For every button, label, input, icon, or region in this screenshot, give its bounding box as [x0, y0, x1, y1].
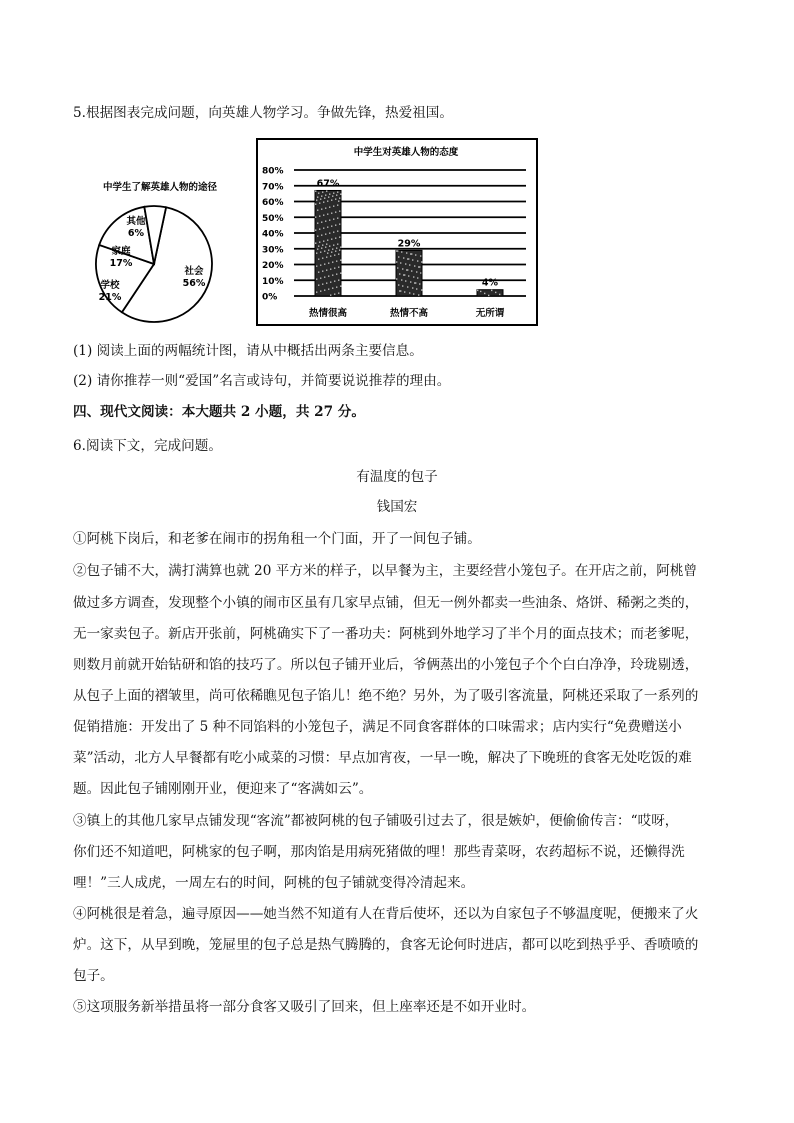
bar-texture-dot [331, 225, 332, 226]
bar-texture-dot [488, 295, 489, 296]
pie-chart [72, 168, 252, 328]
article-line: 包子。 [73, 968, 114, 984]
bar-texture-dot [328, 249, 329, 250]
bar-texture-dot [326, 190, 327, 191]
bar-texture-dot [340, 259, 341, 260]
bar-texture-dot [337, 191, 338, 192]
bar-texture-dot [332, 274, 333, 275]
bar-value-label: 29% [397, 238, 421, 250]
bar-texture-dot [315, 216, 316, 217]
bar-texture-dot [339, 236, 340, 237]
bar-texture-dot [410, 281, 411, 282]
bar-texture-dot [328, 275, 329, 276]
bar-texture-dot [477, 290, 478, 291]
bar [315, 190, 341, 296]
bar-texture-dot [333, 205, 334, 206]
bar-texture-dot [332, 287, 333, 288]
pie-slice-label: 家庭 [111, 246, 131, 257]
bar-texture-dot [409, 264, 410, 265]
bar-texture-dot [338, 279, 339, 280]
article-line: ⑤这项服务新举措虽将一部分食客又吸引了回来，但上座率还是不如开业时。 [73, 999, 536, 1015]
bar-texture-dot [337, 243, 338, 244]
article-line: ②包子铺不大，满打满算也就 20 平方米的样子，以早餐为主，主要经营小笼包子。在开店之前，阿桃曾 [73, 563, 698, 579]
article-line: 哩！”三人成虎，一周左右的时间，阿桃的包子铺就变得冷清起来。 [73, 875, 475, 891]
bar-texture-dot [334, 254, 335, 255]
bar-texture-dot [396, 278, 397, 279]
bar-texture-dot [339, 223, 340, 224]
bar-texture-dot [331, 238, 332, 239]
bar-texture-dot [322, 257, 323, 258]
y-tick-label: 40% [262, 229, 284, 240]
bar-texture-dot [332, 195, 333, 196]
bar-texture-dot [315, 203, 316, 204]
bar-texture-dot [491, 290, 492, 291]
bar-texture-dot [335, 224, 336, 225]
article-line: 无一家卖包子。新店开张前，阿桃确实下了一番功夫：阿桃到外地学习了半个月的面点技术；而老爹呢， [73, 626, 699, 642]
bar-texture-dot [480, 291, 481, 292]
bar-texture-dot [328, 288, 329, 289]
article-line: 题。因此包子铺刚刚开业，便迎来了“客满如云”。 [73, 781, 373, 797]
bar-texture-dot [397, 267, 398, 268]
bar-texture-dot [315, 190, 316, 191]
bar-texture-dot [412, 287, 413, 288]
bar-texture-dot [324, 250, 325, 251]
bar-texture-dot [421, 261, 422, 262]
bar-texture-dot [420, 272, 421, 273]
pie-slice-label: 社会 [184, 266, 204, 277]
article-line: 菜”活动，北方人早餐都有吃小咸菜的习惯：早点加宵夜，一早一晚，解决了下晚班的食客无处吃饭的难 [73, 750, 692, 766]
bar-texture-dot [333, 231, 334, 232]
bar-texture-dot [318, 271, 319, 272]
bar-texture-dot [495, 292, 496, 293]
bar-texture-dot [327, 200, 328, 201]
bar-texture-dot [321, 221, 322, 222]
bar-texture-dot [318, 258, 319, 259]
bar-texture-dot [325, 194, 326, 195]
sub-question-2: (2) 请你推荐一则“爱国”名言或诗句，并简要说说推荐的理由。 [73, 373, 451, 389]
bar-texture-dot [321, 208, 322, 209]
article-line: 你们还不知道吧，阿桃家的包子啊，那肉馅是用病死猪做的哩！那些青菜呀，农药超标不说，还懒得洗 [73, 844, 685, 860]
y-tick-label: 60% [262, 198, 284, 208]
sub-question-1: (1) 阅读上面的两幅统计图，请从中概括出两条主要信息。 [73, 343, 423, 359]
bar-texture-dot [336, 260, 337, 261]
bar-texture-dot [401, 251, 402, 252]
bar-texture-dot [407, 286, 408, 287]
bar-texture-dot [320, 198, 321, 199]
bar-texture-dot [398, 284, 399, 285]
bar-texture-dot [329, 232, 330, 233]
question-6-prompt: 6.阅读下文，完成问题。 [73, 438, 222, 454]
bar-texture-dot [335, 198, 336, 199]
bar-texture-dot [336, 247, 337, 248]
bar-texture-dot [328, 262, 329, 263]
bar-texture-dot [338, 266, 339, 267]
bar-texture-dot [396, 261, 397, 262]
y-tick-label: 10% [262, 276, 284, 287]
bar-texture-dot [320, 251, 321, 252]
bar-texture-dot [329, 206, 330, 207]
bar [396, 250, 422, 296]
bar-texture-dot [330, 281, 331, 282]
bar-texture-dot [318, 192, 319, 193]
article-line: 炉。这下，从早到晚，笼屉里的包子总是热气腾腾的，食客无论何时进店，都可以吃到热乎乎、香喷喷的 [73, 937, 699, 953]
bar-texture-dot [339, 249, 340, 250]
bar-texture-dot [323, 227, 324, 228]
bar-texture-dot [320, 264, 321, 265]
bar-texture-dot [418, 294, 419, 295]
bar-texture-dot [330, 294, 331, 295]
bar-texture-dot [335, 250, 336, 251]
bar-texture-dot [316, 199, 317, 200]
bar-texture-dot [327, 239, 328, 240]
article-title: 有温度的包子 [356, 469, 438, 485]
bar-texture-dot [338, 253, 339, 254]
bar-texture-dot [407, 269, 408, 270]
pie-slice-label: 17% [109, 258, 133, 269]
bar-texture-dot [328, 196, 329, 197]
bar-texture-dot [317, 196, 318, 197]
bar-texture-dot [321, 247, 322, 248]
bar-texture-dot [333, 244, 334, 245]
bar-texture-dot [400, 262, 401, 263]
bar-texture-dot [317, 222, 318, 223]
bar-texture-dot [417, 260, 418, 261]
pie-slice-label: 56% [182, 278, 206, 289]
pie-slice-label: 其他 [126, 216, 146, 227]
article-line: 做过多方调查，发现整个小镇的闹市区虽有几家早点铺，但无一例外都卖一些油条、烙饼、稀粥之类的， [73, 595, 699, 611]
bar-texture-dot [499, 294, 500, 295]
bar-texture-dot [334, 267, 335, 268]
bar-texture-dot [320, 277, 321, 278]
bar-texture-dot [416, 288, 417, 289]
bar-texture-dot [413, 276, 414, 277]
bar-texture-dot [338, 200, 339, 201]
bar-texture-dot [330, 268, 331, 269]
bar-texture-dot [317, 209, 318, 210]
article-line: ④阿桃很是着急，遍寻原因——她当然不知道有人在背后使坏，还以为自家包子不够温度呢，便搬来了火 [73, 906, 699, 922]
bar-texture-dot [416, 271, 417, 272]
bar-texture-dot [415, 282, 416, 283]
pie-slice-label: 学校 [100, 280, 120, 291]
bar-texture-dot [333, 218, 334, 219]
bar-texture-dot [340, 193, 341, 194]
bar-chart [256, 138, 538, 326]
bar-texture-dot [400, 290, 401, 291]
bar-texture-dot [324, 289, 325, 290]
bar-texture-dot [333, 192, 334, 193]
bar-texture-dot [397, 250, 398, 251]
bar-texture-dot [405, 263, 406, 264]
bar-texture-dot [317, 248, 318, 249]
bar-texture-dot [316, 291, 317, 292]
bar-texture-dot [399, 273, 400, 274]
bar-texture-dot [340, 272, 341, 273]
bar-texture-dot [402, 285, 403, 286]
y-tick-label: 70% [262, 182, 284, 193]
bar-texture-dot [417, 277, 418, 278]
bar-texture-dot [403, 257, 404, 258]
article-line: 则数月前就开始钻研和馅的技巧了。所以包子铺开业后，爷俩蒸出的小笼包子个个白白净净，玲珑剔透， [73, 657, 699, 673]
bar-texture-dot [401, 279, 402, 280]
bar-texture-dot [411, 253, 412, 254]
bar-texture-dot [336, 273, 337, 274]
bar-texture-dot [332, 248, 333, 249]
bar-texture-dot [412, 259, 413, 260]
bar-texture-dot [404, 291, 405, 292]
bar-texture-dot [321, 234, 322, 235]
x-category-label: 热情不高 [389, 308, 429, 319]
bar-texture-dot [335, 237, 336, 238]
bar-texture-dot [325, 207, 326, 208]
article-line: ③镇上的其他几家早点铺发现“客流”都被阿桃的包子铺吸引过去了，很是嫉妒，便偷偷传言：“哎呀， [73, 813, 679, 829]
bar-texture-dot [325, 233, 326, 234]
bar-texture-dot [321, 195, 322, 196]
question-5-prompt: 5.根据图表完成问题，向英雄人物学习。争做先锋，热爱祖国。 [73, 105, 453, 121]
bar-texture-dot [408, 258, 409, 259]
bar-texture-dot [323, 240, 324, 241]
bar-texture-dot [406, 252, 407, 253]
bar-texture-dot [319, 202, 320, 203]
bar-texture-dot [326, 243, 327, 244]
bar-texture-dot [325, 220, 326, 221]
bar-texture-dot [420, 255, 421, 256]
article-line: ①阿桃下岗后，和老爹在闹市的拐角租一个门面，开了一间包子铺。 [73, 531, 481, 547]
bar-texture-dot [336, 286, 337, 287]
bar-texture-dot [340, 285, 341, 286]
bar-texture-dot [320, 290, 321, 291]
bar-texture-dot [324, 263, 325, 264]
bar-texture-dot [337, 217, 338, 218]
bar-texture-dot [327, 213, 328, 214]
bar-texture-dot [421, 289, 422, 290]
article-line: 从包子上面的褶皱里，尚可依稀瞧见包子馅儿！绝不绝？另外，为了吸引客流量，阿桃还采取了一系列的 [73, 688, 699, 704]
bar-texture-dot [318, 245, 319, 246]
y-tick-label: 50% [262, 213, 284, 224]
bar-chart-frame [257, 139, 537, 325]
bar-texture-dot [327, 252, 328, 253]
bar-texture-dot [326, 282, 327, 283]
bar-texture-dot [331, 212, 332, 213]
bar-texture-dot [331, 199, 332, 200]
bar-texture-dot [484, 293, 485, 294]
bar-texture-dot [322, 283, 323, 284]
x-category-label: 热情很高 [308, 308, 348, 319]
bar-texture-dot [316, 265, 317, 266]
bar-texture-dot [327, 226, 328, 227]
bar-texture-dot [319, 228, 320, 229]
pie-chart-title: 中学生了解英雄人物的途径 [102, 182, 218, 193]
bar-texture-dot [419, 266, 420, 267]
bar-texture-dot [319, 241, 320, 242]
bar-texture-dot [322, 191, 323, 192]
bar-texture-dot [317, 235, 318, 236]
bar-texture-dot [402, 268, 403, 269]
bar-texture-dot [326, 256, 327, 257]
bar-texture-dot [337, 204, 338, 205]
bar-value-label: 4% [481, 277, 499, 289]
bar-texture-dot [325, 246, 326, 247]
bar-texture-dot [337, 230, 338, 231]
bar-texture-dot [414, 265, 415, 266]
bar-texture-dot [413, 293, 414, 294]
bar-texture-dot [330, 255, 331, 256]
bar-texture-dot [334, 293, 335, 294]
bar-texture-dot [336, 194, 337, 195]
bar-texture-dot [329, 219, 330, 220]
bar-texture-dot [331, 251, 332, 252]
bar-texture-dot [335, 211, 336, 212]
y-tick-label: 0% [262, 292, 278, 303]
bar-texture-dot [329, 245, 330, 246]
pie-slice-label: 6% [127, 228, 145, 239]
y-tick-label: 30% [262, 245, 284, 256]
bar-texture-dot [415, 254, 416, 255]
bar-texture-dot [334, 280, 335, 281]
y-tick-label: 20% [262, 261, 284, 271]
bar-texture-dot [315, 229, 316, 230]
article-line: 促销措施：开发出了 5 种不同馅料的小笼包子，满足不同食客群体的口味需求；店内实行“免费赠送小 [73, 719, 682, 735]
pie-slice-label: 21% [98, 292, 122, 303]
bar-texture-dot [316, 252, 317, 253]
bar-texture-dot [340, 246, 341, 247]
bar-texture-dot [326, 269, 327, 270]
bar-texture-dot [329, 193, 330, 194]
bar-texture-dot [339, 197, 340, 198]
bar-texture-dot [323, 201, 324, 202]
bar-texture-dot [332, 261, 333, 262]
bar-texture-dot [398, 256, 399, 257]
bar-texture-dot [318, 284, 319, 285]
bar-texture-dot [405, 280, 406, 281]
bar-texture-dot [338, 292, 339, 293]
bar-texture-dot [339, 210, 340, 211]
bar-texture-dot [316, 278, 317, 279]
bar-texture-dot [324, 197, 325, 198]
bar-value-label: 67% [316, 178, 340, 190]
section-4-heading: 四、现代文阅读：本大题共 2 小题，共 27 分。 [73, 404, 365, 420]
bar-texture-dot [404, 274, 405, 275]
article-author: 钱国宏 [376, 499, 418, 515]
bar-texture-dot [315, 242, 316, 243]
bar-texture-dot [324, 276, 325, 277]
bar-texture-dot [408, 275, 409, 276]
bar-texture-dot [323, 214, 324, 215]
bar-texture-dot [409, 292, 410, 293]
bar-texture-dot [319, 215, 320, 216]
y-tick-label: 80% [262, 166, 284, 177]
bar-texture-dot [419, 283, 420, 284]
x-category-label: 无所谓 [475, 308, 505, 319]
bar-chart-title: 中学生对英雄人物的态度 [353, 147, 459, 158]
bar-texture-dot [322, 244, 323, 245]
bar-texture-dot [322, 270, 323, 271]
bar-texture-dot [411, 270, 412, 271]
